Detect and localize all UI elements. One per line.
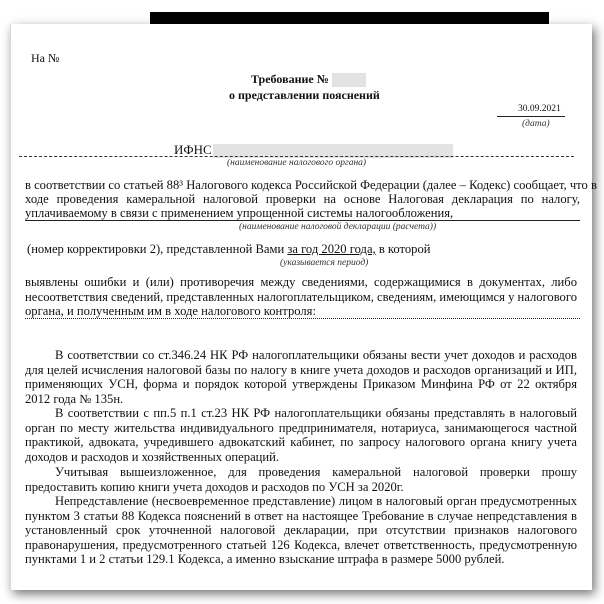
declaration-caption: (наименование налоговой декларации (расчета)): [239, 222, 437, 232]
paragraph-obligation: В соответствии с пп.5 п.1 ст.23 НК РФ налогоплательщики обязаны представлять в налоговый орган по месту жительства индивидуального предпринимателя, нотариуса, занимающегося частной практикой, адвоката, учредившего адвокатский кабинет, по запросу налогового органа книгу учета доходов и расходов и хозяйственных операций.: [25, 406, 577, 464]
intro-line2: ходе проведения камеральной налоговой проверки на основе Налоговая декларация по налогу,: [25, 192, 580, 206]
date-caption: (дата): [522, 119, 550, 129]
period-text-after: в которой: [375, 242, 431, 256]
date-value: 30.09.2021: [518, 104, 561, 114]
findings-text: выявлены ошибки и (или) противоречия между сведениями, содержащимися в документах, либо несоответствия сведений, представленных налогоплательщиком, сведениям, имеющимся у налогового органа, и полученным им в ходе налогового контроля:: [25, 275, 577, 319]
intro-line1: в соответствии со статьей 88³ Налогового кодекса Российской Федерации (далее – Кодекс) сообщает, что в: [25, 178, 597, 192]
intro-line3: уплачиваемому в связи с применением упрощенной системы налогообложения,: [25, 206, 454, 220]
ref-number-label: На №: [31, 51, 60, 65]
authority-prefix: ИФНС: [174, 142, 212, 157]
period-line: [27, 242, 431, 257]
authority-underline: [19, 156, 574, 157]
redacted-number: [332, 73, 366, 87]
paragraph-request: Учитывая вышеизложенное, для проведения камеральной налоговой проверки прошу предоставить копию книги учета доходов и расходов по УСН за 2020г.: [25, 465, 577, 494]
paragraph-liability: Непредставление (несвоевременное представление) лицом в налоговый орган предусмотренных пунктом 3 статьи 88 Кодекса пояснений в ответ на настоящее Требование в случае непредставления в установленный срок уточненной налоговой декларации, при отсутствии признаков налогового правонарушения, предусмотренного статьей 126 Кодекса, влечет ответственность, предусмотренную пунктами 1 и 2 статьи 129.1 Кодекса, а именно взыскание штрафа в размере 5000 рублей.: [25, 494, 577, 567]
period-value: за год 2020 года,: [287, 242, 376, 256]
title-line1: Требование №: [251, 72, 329, 86]
period-text-before: (номер корректировки 2), представленной Вами: [27, 242, 288, 256]
authority-caption: (наименование налогового органа): [227, 158, 367, 168]
document-title: [251, 72, 366, 87]
paragraph-accounting: В соответствии со ст.346.24 НК РФ налогоплательщики обязаны вести учет доходов и расходов для целей исчисления налоговой базы по налогу в книге учета доходов и расходов организаций и ИП, применяющих УСН, форма и порядок которой утверждены Приказом Минфина РФ от 22 октября 2012 года № 135н.: [25, 348, 577, 406]
document-page: [10, 24, 597, 590]
findings-underline: [25, 318, 580, 319]
date-underline: [497, 116, 565, 117]
intro-underline: [25, 220, 580, 221]
document-subtitle: о представлении пояснений: [229, 88, 380, 102]
period-caption: (указывается период): [280, 258, 369, 268]
